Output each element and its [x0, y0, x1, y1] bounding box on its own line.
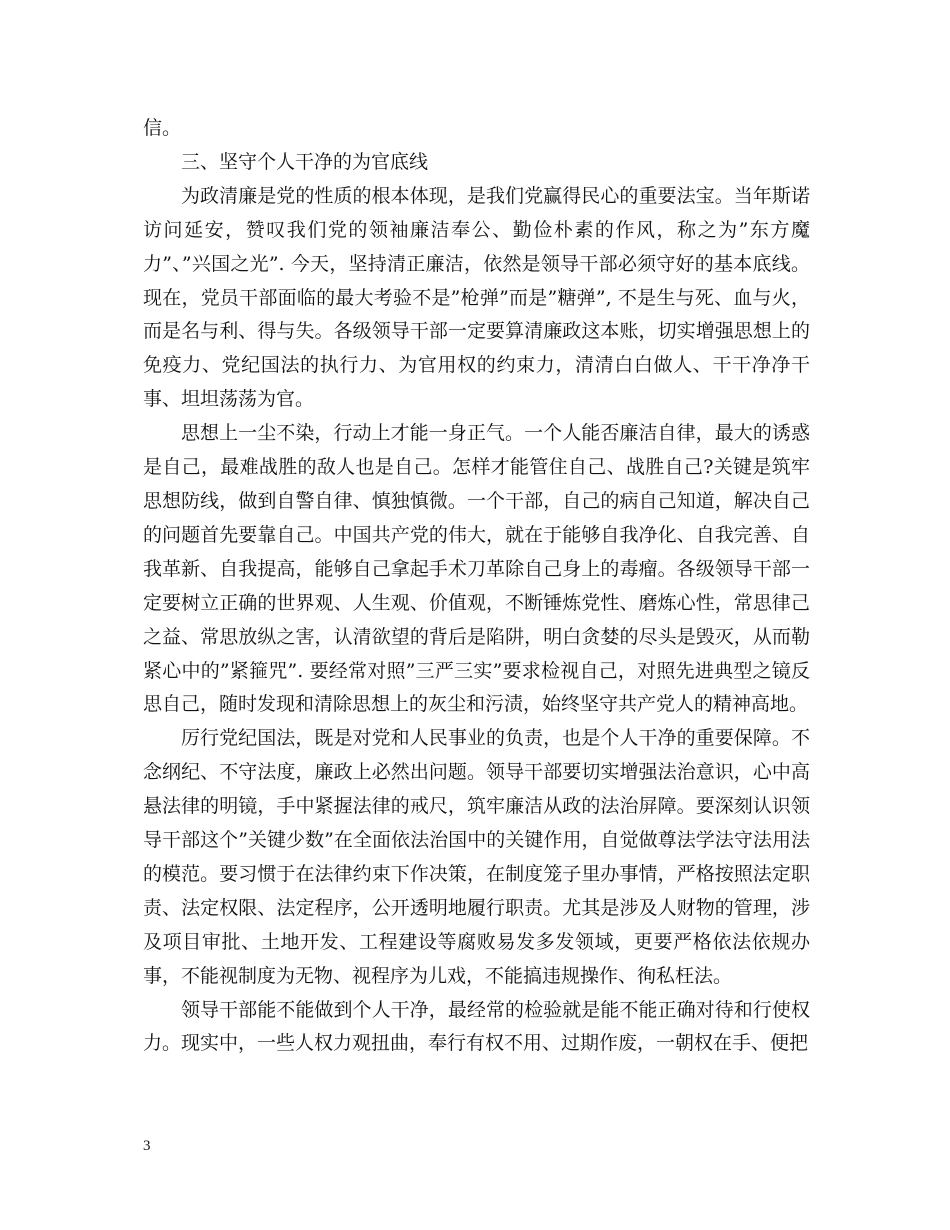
section-heading: 三、坚守个人干净的为官底线: [181, 150, 429, 173]
paragraph: 领导干部能不能做到个人干净，最经常的检验就是能不能正确对待和行使权力。现实中，一些人权力观扭曲，奉行有权不用、过期作废，一朝权在手、便把: [143, 998, 810, 1055]
page-number: 3: [143, 1138, 151, 1154]
paragraph-continuation: 信。: [143, 117, 182, 139]
paragraph: 为政清廉是党的性质的根本体现，是我们党赢得民心的重要法宝。当年斯诺访问延安，赞叹我们党的领袖廉洁奉公、勤俭朴素的作风，称之为”东方魔力”、”兴国之光”. 今天，坚持清正廉洁，依然是领导干部必须守好的基本底线。现在，党员干部面临的最大考验不是”枪弹”而是”糖弹”, 不是生与死、血与火，而是名与利、得与失。各级领导干部一定要算清廉政这本账，切实增强思想上的免疫力、党纪国法的执行力、为官用权的约束力，清清白白做人、干干净净干事、坦坦荡荡为官。: [143, 184, 810, 411]
paragraph: 厉行党纪国法，既是对党和人民事业的负责，也是个人干净的重要保障。不念纲纪、不守法度，廉政上必然出问题。领导干部要切实增强法治意识，心中高悬法律的明镜，手中紧握法律的戒尺，筑牢廉洁从政的法治屏障。要深刻认识领导干部这个”关键少数”在全面依法治国中的关键作用，自觉做尊法学法守法用法的模范。要习惯于在法律约束下作决策，在制度笼子里办事情，严格按照法定职责、法定权限、法定程序，公开透明地履行职责。尤其是涉及人财物的管理，涉及项目审批、土地开发、工程建设等腐败易发多发领域，更要严格依法依规办事，不能视制度为无物、视程序为儿戏，不能搞违规操作、徇私枉法。: [143, 727, 810, 987]
paragraph: 思想上一尘不染，行动上才能一身正气。一个人能否廉洁自律，最大的诱惑是自己，最难战胜的敌人也是自己。怎样才能管住自己、战胜自己?关键是筑牢思想防线，做到自警自律、慎独慎微。一个干部，自己的病自己知道，解决自己的问题首先要靠自己。中国共产党的伟大，就在于能够自我净化、自我完善、自我革新、自我提高，能够自己拿起手术刀革除自己身上的毒瘤。各级领导干部一定要树立正确的世界观、人生观、价值观，不断锤炼党性、磨炼心性，常思律己之益、常思放纵之害，认清欲望的背后是陷阱，明白贪婪的尽头是毁灭，从而勒紧心中的”紧箍咒”. 要经常对照”三严三实”要求检视自己，对照先进典型之镜反思自己，随时发现和清除思想上的灰尘和污渍，始终坚守共产党人的精神高地。: [143, 422, 810, 716]
document-body: [143, 112, 810, 1061]
